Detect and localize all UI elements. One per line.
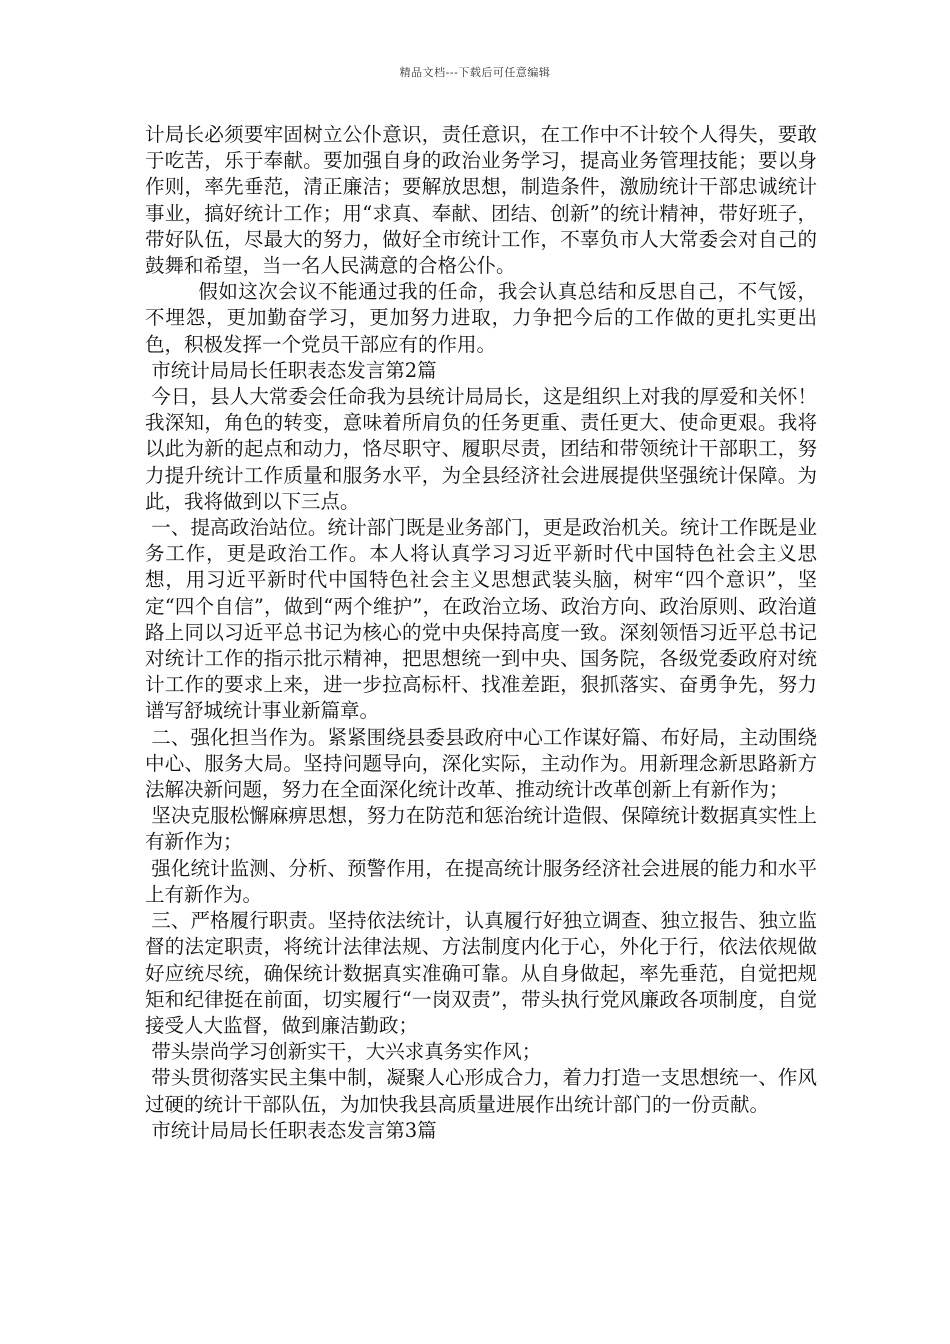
section-heading-3: 市统计局局长任职表态发言第3篇 <box>145 1118 437 1142</box>
section-heading-2: 市统计局局长任职表态发言第2篇 <box>145 358 437 382</box>
document-body <box>145 122 817 1144</box>
paragraph-1: 计局长必须要牢固树立公仆意识，责任意识，在工作中不计较个人得失，要敢于吃苦，乐于奉献。要加强自身的政治业务学习，提高业务管理技能；要以身作则，率先垂范，清正廉洁；要解放思想，制造条件，激励统计干部忠诚统计事业，搞好统计工作；用“求真、奉献、团结、创新”的统计精神，带好班子，带好队伍，尽最大的努力，做好全市统计工作，不辜负市人大常委会对自己的鼓舞和希望，当一名人民满意的合格公仆。 <box>145 123 817 278</box>
paragraph-8: 三、严格履行职责。坚持依法统计，认真履行好独立调查、独立报告、独立监督的法定职责，将统计法律法规、方法制度内化于心，外化于行，依法依规做好应统尽统，确保统计数据真实准确可靠。从自身做起，率先垂范，自觉把规矩和纪律挺在前面，切实履行“一岗双责”，带头执行党风廉政各项制度，自觉接受人大监督，做到廉洁勤政； <box>145 909 817 1037</box>
paragraph-4: 一、提高政治站位。统计部门既是业务部门，更是政治机关。统计工作既是业务工作，更是政治工作。本人将认真学习习近平新时代中国特色社会主义思想，用习近平新时代中国特色社会主义思想武装头脑，树牢“四个意识”，坚定“四个自信”，做到“两个维护”，在政治立场、政治方向、政治原则、政治道路上同以习近平总书记为核心的党中央保持高度一致。深刻领悟习近平总书记对统计工作的指示批示精神，把思想统一到中央、国务院，各级党委政府对统计工作的要求上来，进一步拉高标杆、找准差距，狠抓落实、奋勇争先，努力谱写舒城统计事业新篇章。 <box>145 516 817 723</box>
paragraph-9: 带头崇尚学习创新实干，大兴求真务实作风； <box>145 1040 542 1064</box>
paragraph-2: 假如这次会议不能通过我的任命，我会认真总结和反思自己，不气馁，不埋怨，更加勤奋学习，更加努力进取，力争把今后的工作做的更扎实更出色，积极发挥一个党员干部应有的作用。 <box>145 280 817 356</box>
paragraph-3: 今日，县人大常委会任命我为县统计局局长，这是组织上对我的厚爱和关怀！我深知，角色的转变，意味着所肩负的任务更重、责任更大、使命更艰。我将以此为新的起点和动力，恪尽职守、履职尽责，团结和带领统计干部职工，努力提升统计工作质量和服务水平，为全县经济社会进展提供坚强统计保障。为此，我将做到以下三点。 <box>145 385 817 513</box>
paragraph-6: 坚决克服松懈麻痹思想，努力在防范和惩治统计造假、保障统计数据真实性上有新作为； <box>145 804 817 854</box>
page-header: 精品文档---下载后可任意编辑 <box>399 66 551 79</box>
paragraph-5: 二、强化担当作为。紧紧围绕县委县政府中心工作谋好篇、布好局，主动围绕中心、服务大局。坚持问题导向，深化实际，主动作为。用新理念新思路新方法解决新问题，努力在全面深化统计改革、推动统计改革创新上有新作为； <box>145 725 817 802</box>
paragraph-7: 强化统计监测、分析、预警作用，在提高统计服务经济社会进展的能力和水平上有新作为。 <box>145 856 817 906</box>
paragraph-10: 带头贯彻落实民主集中制，凝聚人心形成合力，着力打造一支思想统一、作风过硬的统计干部队伍，为加快我县高质量进展作出统计部门的一份贡献。 <box>145 1066 817 1116</box>
